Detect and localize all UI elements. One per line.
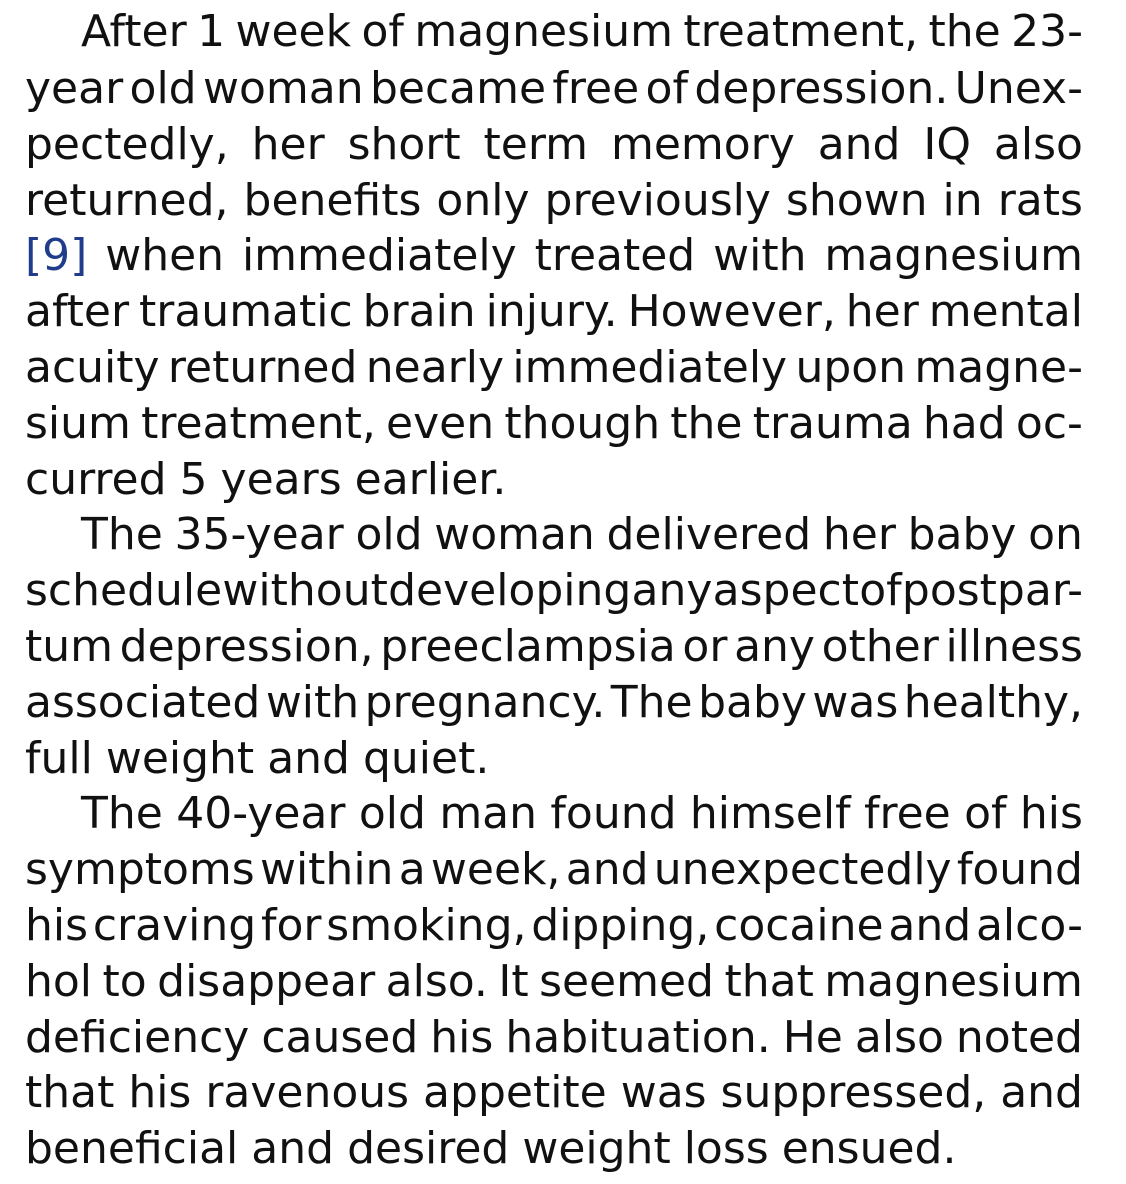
word: also: [993, 118, 1083, 170]
word: trauma: [752, 397, 913, 449]
word: sium: [25, 397, 131, 449]
word: with: [265, 676, 360, 728]
word: only: [436, 174, 530, 226]
text-line: [25, 786, 1083, 842]
word: free: [863, 788, 951, 840]
word: traumatic: [139, 286, 353, 338]
word: suppressed,: [720, 1067, 987, 1119]
text-line: [25, 228, 1083, 284]
text-line: [25, 842, 1083, 898]
word: unexpectedly: [653, 844, 952, 896]
text-line: [25, 619, 1083, 675]
word: seemed: [539, 955, 714, 1007]
word: 5: [179, 453, 208, 505]
word: craving: [92, 899, 257, 951]
text-line: [25, 1121, 1083, 1177]
word: of: [645, 63, 688, 114]
word: IQ: [923, 118, 971, 170]
word: her: [845, 286, 919, 338]
word: magnesium: [414, 6, 673, 57]
word: of: [859, 565, 902, 617]
word: found: [550, 788, 677, 840]
word: quiet.: [362, 732, 490, 784]
word: earlier.: [354, 453, 507, 505]
text-line: [25, 675, 1083, 731]
word: caused: [261, 1011, 419, 1063]
word: man: [439, 788, 538, 840]
word: cocaine: [714, 899, 884, 951]
word: brain: [362, 286, 476, 338]
word: and: [267, 732, 350, 784]
word: after: [25, 286, 130, 338]
text-line: [25, 284, 1083, 340]
word: and: [1000, 1067, 1083, 1119]
citation-link[interactable]: [9]: [25, 230, 88, 282]
word: benefits: [243, 174, 422, 226]
word: depression.: [694, 63, 949, 114]
word: himself: [689, 788, 851, 840]
text-line: [25, 173, 1083, 229]
word: developing: [388, 565, 632, 617]
word: curred: [25, 453, 167, 505]
word: schedule: [25, 565, 223, 617]
word: returned: [167, 341, 358, 393]
word: or: [682, 620, 728, 672]
word: tum: [25, 620, 113, 672]
word: rats: [997, 174, 1083, 226]
word: He: [782, 1011, 843, 1063]
word: noted: [955, 1011, 1083, 1063]
word: weight: [522, 1123, 671, 1175]
word: that: [25, 1067, 115, 1119]
text-line: [25, 1065, 1083, 1121]
word: though: [504, 397, 661, 449]
word: associated: [25, 676, 261, 728]
word: and: [888, 899, 972, 951]
word: baby: [698, 676, 807, 728]
word: injury.: [485, 286, 618, 338]
word: of: [964, 788, 1007, 840]
word: 23-: [1011, 6, 1083, 57]
word: his: [25, 899, 89, 951]
word: on: [1028, 509, 1083, 561]
word: also: [854, 1011, 944, 1063]
word: alco-: [975, 899, 1083, 951]
word: habituation.: [505, 1011, 771, 1063]
text-line: [25, 0, 1083, 61]
text-line: [25, 340, 1083, 396]
word: desired: [347, 1123, 510, 1175]
word: old: [358, 788, 426, 840]
word: healthy,: [903, 676, 1083, 728]
word: short: [347, 118, 461, 170]
word: week: [235, 6, 352, 57]
word: had: [922, 397, 1006, 449]
word: treatment,: [683, 6, 919, 57]
word: dipping,: [531, 899, 710, 951]
word: shown: [785, 174, 928, 226]
word: to: [102, 955, 147, 1007]
word: her: [822, 509, 896, 561]
word: with: [713, 230, 807, 282]
word: and: [565, 844, 649, 896]
word: loss: [683, 1123, 769, 1175]
word: and: [817, 118, 901, 170]
text-line: [25, 507, 1083, 563]
word: However,: [627, 286, 836, 338]
word: magne-: [914, 341, 1083, 393]
word: pectedly,: [25, 118, 229, 170]
word: was: [620, 1067, 707, 1119]
text-line: [25, 731, 1083, 787]
word: 1: [197, 6, 226, 57]
word: upon: [795, 341, 907, 393]
word: aspect: [712, 565, 860, 617]
text-line: [25, 954, 1083, 1010]
word: previously: [544, 174, 771, 226]
text-line: [25, 452, 1083, 508]
word: acuity: [25, 341, 160, 393]
word: hol: [25, 955, 93, 1007]
word: for: [260, 899, 322, 951]
word: illness: [945, 620, 1083, 672]
word: depression,: [119, 620, 374, 672]
word: year: [25, 63, 124, 114]
word: ensued.: [781, 1123, 957, 1175]
word: her: [251, 118, 325, 170]
word: was: [812, 676, 899, 728]
word: without: [222, 565, 388, 617]
word: postpar-: [901, 565, 1083, 617]
word: even: [386, 397, 495, 449]
word: pregnancy.: [364, 676, 606, 728]
word: oc-: [1015, 397, 1083, 449]
word: woman: [434, 509, 595, 561]
text-line: [25, 61, 1083, 117]
word: his: [128, 1067, 192, 1119]
word: treatment,: [141, 397, 376, 449]
word: any: [631, 565, 713, 617]
word: the: [670, 397, 743, 449]
word: and: [251, 1123, 335, 1175]
word: when: [105, 230, 225, 282]
word: within: [259, 844, 394, 896]
word: mental: [928, 286, 1083, 338]
word: immediately: [241, 230, 517, 282]
word: preeclampsia: [380, 620, 676, 672]
paragraph: [25, 786, 1083, 1177]
word: smoking,: [326, 899, 527, 951]
word: nearly: [365, 341, 505, 393]
word: in: [942, 174, 983, 226]
word: of: [361, 6, 404, 57]
word: Unex-: [954, 63, 1083, 114]
paragraph: [25, 507, 1083, 786]
word: The: [81, 788, 163, 840]
word: also.: [385, 955, 488, 1007]
text-line: [25, 396, 1083, 452]
word: The: [81, 509, 163, 561]
word: disappear: [157, 955, 376, 1007]
word: ravenous: [205, 1067, 410, 1119]
word: old: [355, 509, 423, 561]
word: beneficial: [25, 1123, 239, 1175]
text-line: [25, 563, 1083, 619]
word: delivered: [606, 509, 812, 561]
word: years: [220, 453, 342, 505]
word: baby: [907, 509, 1017, 561]
word: symptoms: [25, 844, 255, 896]
word: woman: [202, 63, 364, 114]
word: magnesium: [824, 955, 1083, 1007]
word: any: [734, 620, 815, 672]
word: After: [81, 6, 187, 57]
word: his: [1019, 788, 1083, 840]
text-line: [25, 117, 1083, 173]
word: week,: [430, 844, 561, 896]
word: 40-year: [176, 788, 346, 840]
word: 35-year: [174, 509, 344, 561]
word: the: [928, 6, 1001, 57]
word: It: [498, 955, 529, 1007]
word: old: [129, 63, 197, 114]
word: full: [25, 732, 93, 784]
word: magnesium: [824, 230, 1083, 282]
word: memory: [610, 118, 795, 170]
word: The: [610, 676, 693, 728]
text-line: [25, 1010, 1083, 1066]
word: his: [430, 1011, 494, 1063]
word: found: [956, 844, 1083, 896]
word: appetite: [423, 1067, 607, 1119]
word: returned,: [25, 174, 229, 226]
word: a: [398, 844, 426, 896]
word: immediately: [512, 341, 788, 393]
word: became: [369, 63, 547, 114]
word: free: [552, 63, 640, 114]
text-line: [25, 898, 1083, 954]
paragraph: [25, 0, 1083, 507]
article-body: [25, 0, 1083, 1177]
word: other: [821, 620, 939, 672]
word: term: [483, 118, 589, 170]
word: treated: [534, 230, 696, 282]
word: deficiency: [25, 1011, 250, 1063]
word: that: [724, 955, 814, 1007]
word: weight: [105, 732, 255, 784]
